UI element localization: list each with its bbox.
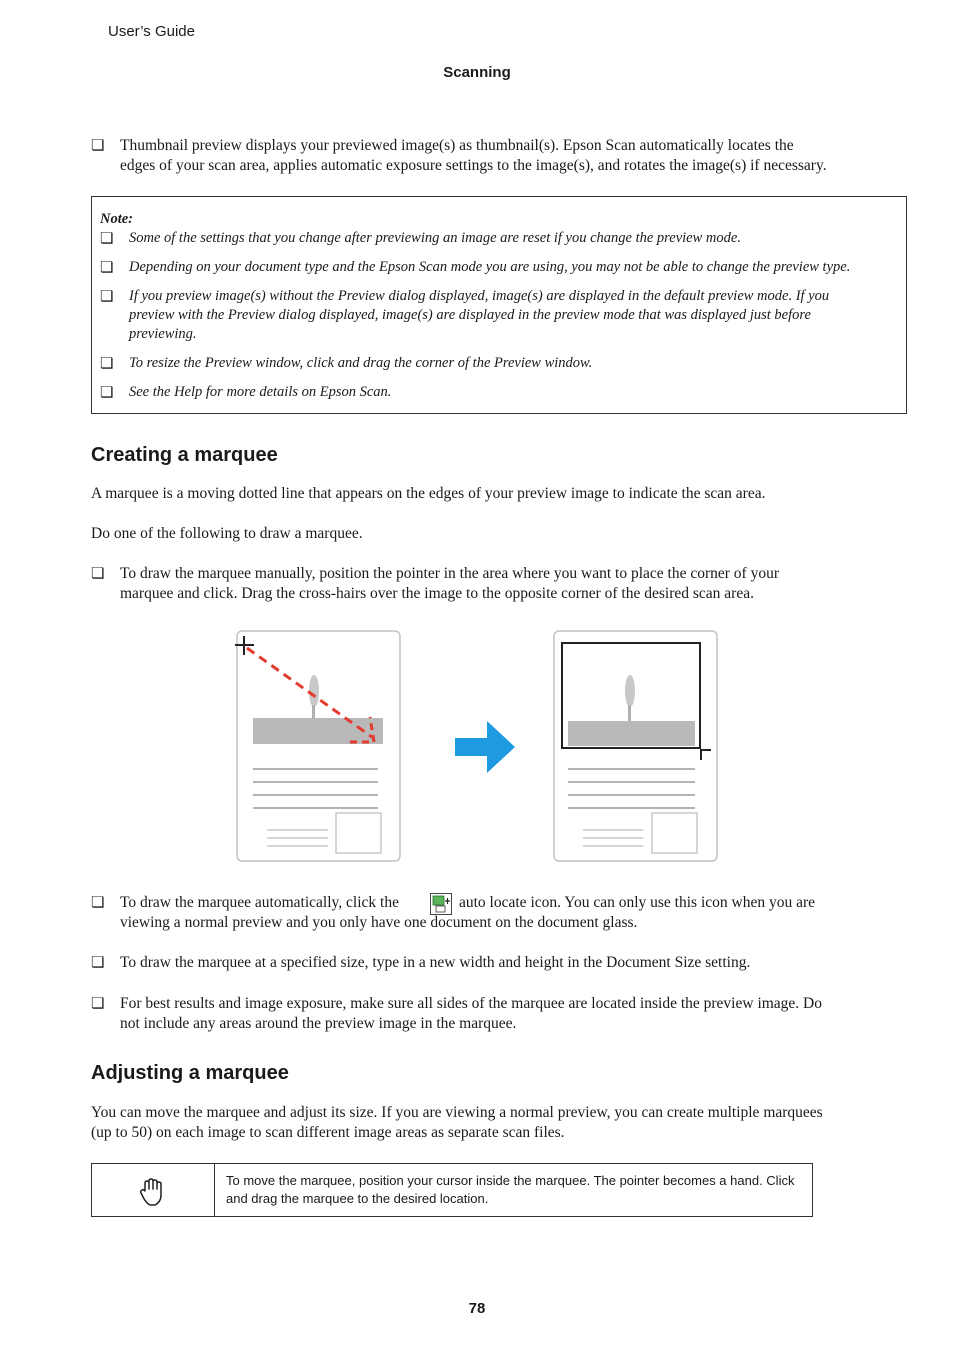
bullet-icon: ❏ <box>100 289 114 305</box>
note-item-1: Some of the settings that you change after previewing an image are reset if you change the preview mode. <box>129 230 741 246</box>
best-results-line2: not include any areas around the preview image in the marquee. <box>120 1015 517 1032</box>
best-results-line1: For best results and image exposure, make sure all sides of the marquee are located inside the preview image. Do <box>120 995 823 1012</box>
bullet-icon: ❏ <box>91 955 105 971</box>
bullet-icon: ❏ <box>91 138 105 154</box>
note-title: Note: <box>100 211 134 227</box>
hand-cursor-icon <box>139 1176 169 1208</box>
thumbnail-text-line2: edges of your scan area, applies automatic exposure settings to the image(s), and rotates the image(s) if necessary. <box>120 157 827 174</box>
auto-marquee-text-post: auto locate icon. You can only use this icon when you are <box>459 894 815 911</box>
note-item-3-line3: previewing. <box>129 326 197 342</box>
bullet-icon: ❏ <box>100 260 114 276</box>
bullet-icon: ❏ <box>100 356 114 372</box>
right-arrow-icon <box>455 721 515 773</box>
heading-adjusting-marquee: Adjusting a marquee <box>91 1062 289 1084</box>
marquee-illustration <box>230 625 725 867</box>
running-header-section: Scanning <box>443 64 511 81</box>
creating-para-1: A marquee is a moving dotted line that appears on the edges of your preview image to indicate the scan area. <box>91 485 766 502</box>
running-header-guide: User’s Guide <box>108 23 195 40</box>
page-number: 78 <box>468 1300 486 1317</box>
note-item-2: Depending on your document type and the Epson Scan mode you are using, you may not be able to change the preview type. <box>129 259 851 275</box>
note-item-3-line2: preview with the Preview dialog displayed, image(s) are displayed in the preview mode that was displayed just before <box>129 307 811 323</box>
preview-page-before <box>237 631 400 861</box>
bullet-icon: ❏ <box>100 231 114 247</box>
heading-creating-marquee: Creating a marquee <box>91 444 278 466</box>
table-text-line2: and drag the marquee to the desired location. <box>226 1191 489 1206</box>
specified-size-text: To draw the marquee at a specified size, type in a new width and height in the Document Size setting. <box>120 954 751 971</box>
auto-locate-icon[interactable] <box>430 893 452 915</box>
preview-page-after <box>554 631 717 861</box>
bullet-icon: ❏ <box>91 895 105 911</box>
auto-marquee-line2: viewing a normal preview and you only have one document on the document glass. <box>120 914 638 931</box>
manual-marquee-line1: To draw the marquee manually, position the pointer in the area where you want to place the corner of your <box>120 565 780 582</box>
adjusting-para-line1: You can move the marquee and adjust its size. If you are viewing a normal preview, you can create multiple marquees <box>91 1104 823 1121</box>
table-divider <box>214 1163 215 1217</box>
thumbnail-text-line1: Thumbnail preview displays your previewed image(s) as thumbnail(s). Epson Scan automatically locates the <box>120 137 794 154</box>
note-item-5: See the Help for more details on Epson Scan. <box>129 384 392 400</box>
adjusting-para-line2: (up to 50) on each image to scan different image areas as separate scan files. <box>91 1124 565 1141</box>
manual-marquee-line2: marquee and click. Drag the cross-hairs over the image to the opposite corner of the desired scan area. <box>120 585 754 602</box>
table-text-line1: To move the marquee, position your cursor inside the marquee. The pointer becomes a hand. Click <box>226 1173 795 1188</box>
auto-marquee-text-pre: To draw the marquee automatically, click the <box>120 894 399 911</box>
note-item-4: To resize the Preview window, click and drag the corner of the Preview window. <box>129 355 593 371</box>
note-item-3-line1: If you preview image(s) without the Preview dialog displayed, image(s) are displayed in the default preview mode. If you <box>129 288 830 304</box>
bullet-icon: ❏ <box>91 996 105 1012</box>
bullet-icon: ❏ <box>91 566 105 582</box>
creating-para-2: Do one of the following to draw a marquee. <box>91 525 363 542</box>
bullet-icon: ❏ <box>100 385 114 401</box>
